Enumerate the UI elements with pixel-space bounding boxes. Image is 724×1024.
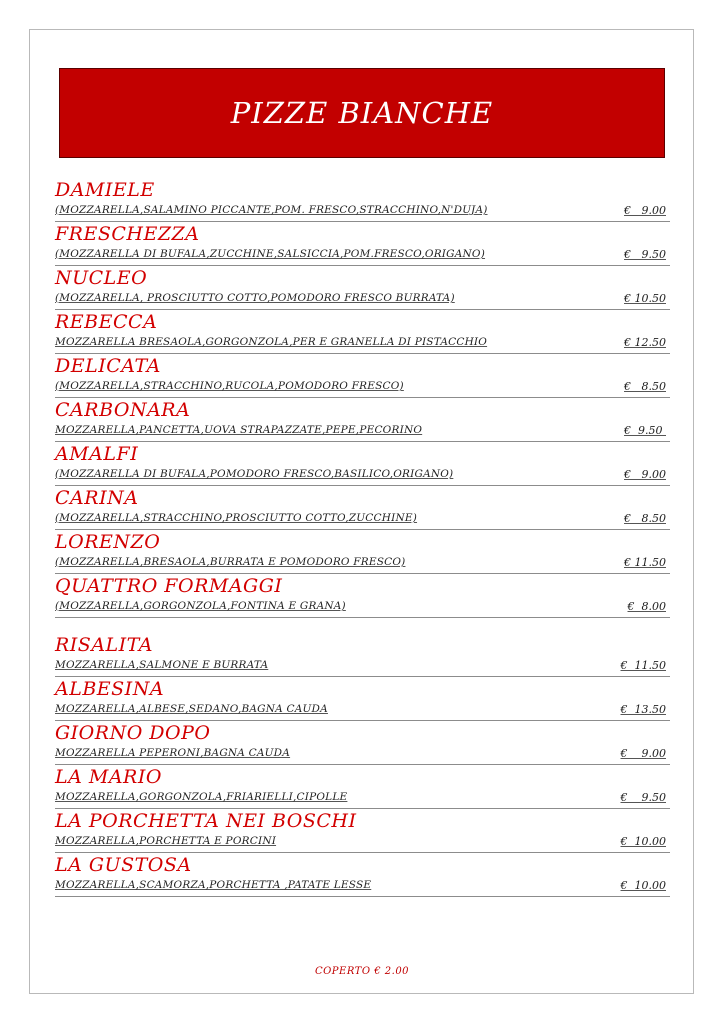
pizza-ingredients: MOZZARELLA,PORCHETTA E PORCINI (55, 835, 277, 847)
pizza-price: € 11.50 (624, 556, 666, 569)
pizza-price: € 9.00 (620, 747, 666, 760)
pizza-ingredients: MOZZARELLA,SCAMORZA,PORCHETTA ,PATATE LESSE (55, 879, 372, 891)
menu-item (55, 853, 670, 897)
pizza-ingredients: MOZZARELLA,PANCETTA,UOVA STRAPAZZATE,PEPE,PECORINO (55, 424, 423, 436)
pizza-name: LA MARIO (55, 766, 162, 788)
item-detail-row (55, 877, 670, 897)
pizza-ingredients: (MOZZARELLA,SALAMINO PICCANTE,POM. FRESCO,STRACCHINO,N'DUJA) (55, 204, 488, 216)
menu-item (55, 765, 670, 809)
menu-item (55, 486, 670, 530)
pizza-price: € 9.50 (624, 248, 666, 261)
menu-item (55, 677, 670, 721)
pizza-price: € 8.00 (627, 600, 666, 613)
pizza-name: GIORNO DOPO (55, 722, 211, 744)
item-detail-row (55, 789, 670, 809)
item-detail-row (55, 701, 670, 721)
pizza-name: LA PORCHETTA NEI BOSCHI (55, 810, 357, 832)
pizza-price: € 9.50 (624, 424, 666, 437)
pizza-ingredients: MOZZARELLA,ALBESE,SEDANO,BAGNA CAUDA (55, 703, 328, 715)
pizza-ingredients: MOZZARELLA PEPERONI,BAGNA CAUDA (55, 747, 291, 759)
menu-item (55, 721, 670, 765)
menu-list (55, 178, 670, 897)
page-title: PIZZE BIANCHE (230, 96, 494, 130)
menu-group-2 (55, 633, 670, 897)
item-detail-row (55, 554, 670, 574)
menu-item (55, 266, 670, 310)
menu-item (55, 574, 670, 618)
pizza-price: € 13.50 (620, 703, 666, 716)
pizza-price: € 8.50 (624, 380, 666, 393)
pizza-ingredients: (MOZZARELLA DI BUFALA,POMODORO FRESCO,BASILICO,ORIGANO) (55, 468, 454, 480)
pizza-name: FRESCHEZZA (55, 223, 200, 245)
pizza-ingredients: (MOZZARELLA,STRACCHINO,RUCOLA,POMODORO FRESCO) (55, 380, 404, 392)
pizza-name: LA GUSTOSA (55, 854, 192, 876)
menu-item (55, 530, 670, 574)
pizza-price: € 10.00 (620, 879, 666, 892)
pizza-name: QUATTRO FORMAGGI (55, 575, 283, 597)
pizza-price: € 10.50 (624, 292, 666, 305)
menu-item (55, 354, 670, 398)
pizza-ingredients: (MOZZARELLA,STRACCHINO,PROSCIUTTO COTTO,ZUCCHINE) (55, 512, 418, 524)
menu-item (55, 398, 670, 442)
pizza-name: ALBESINA (55, 678, 165, 700)
pizza-price: € 11.50 (620, 659, 666, 672)
pizza-name: DELICATA (55, 355, 161, 377)
pizza-ingredients: (MOZZARELLA DI BUFALA,ZUCCHINE,SALSICCIA,POM.FRESCO,ORIGANO) (55, 248, 486, 260)
item-detail-row (55, 745, 670, 765)
item-detail-row (55, 466, 670, 486)
item-detail-row (55, 510, 670, 530)
item-detail-row (55, 334, 670, 354)
pizza-name: RISALITA (55, 634, 154, 656)
pizza-price: € 9.00 (624, 204, 666, 217)
menu-item (55, 809, 670, 853)
pizza-name: LORENZO (55, 531, 161, 553)
pizza-name: AMALFI (55, 443, 139, 465)
item-detail-row (55, 657, 670, 677)
pizza-name: DAMIELE (55, 179, 155, 201)
group-spacer (55, 618, 670, 633)
item-detail-row (55, 598, 670, 618)
menu-item (55, 633, 670, 677)
pizza-name: NUCLEO (55, 267, 148, 289)
menu-group-1 (55, 178, 670, 618)
pizza-ingredients: MOZZARELLA,SALMONE E BURRATA (55, 659, 269, 671)
pizza-price: € 9.00 (624, 468, 666, 481)
pizza-ingredients: (MOZZARELLA,GORGONZOLA,FONTINA E GRANA) (55, 600, 346, 612)
coperto-note: COPERTO € 2.00 (314, 966, 410, 977)
title-banner (59, 68, 665, 158)
menu-item (55, 222, 670, 266)
pizza-price: € 9.50 (620, 791, 666, 804)
item-detail-row (55, 202, 670, 222)
item-detail-row (55, 833, 670, 853)
pizza-ingredients: (MOZZARELLA, PROSCIUTTO COTTO,POMODORO FRESCO BURRATA) (55, 292, 455, 304)
item-detail-row (55, 378, 670, 398)
menu-item (55, 178, 670, 222)
pizza-ingredients: MOZZARELLA,GORGONZOLA,FRIARIELLI,CIPOLLE (55, 791, 348, 803)
pizza-name: REBECCA (55, 311, 158, 333)
pizza-price: € 8.50 (624, 512, 666, 525)
pizza-price: € 10.00 (620, 835, 666, 848)
item-detail-row (55, 246, 670, 266)
item-detail-row (55, 422, 670, 442)
pizza-name: CARINA (55, 487, 139, 509)
menu-item (55, 310, 670, 354)
menu-item (55, 442, 670, 486)
pizza-ingredients: (MOZZARELLA,BRESAOLA,BURRATA E POMODORO FRESCO) (55, 556, 406, 568)
pizza-price: € 12.50 (624, 336, 666, 349)
item-detail-row (55, 290, 670, 310)
pizza-ingredients: MOZZARELLA BRESAOLA,GORGONZOLA,PER E GRANELLA DI PISTACCHIO (55, 336, 488, 348)
pizza-name: CARBONARA (55, 399, 191, 421)
